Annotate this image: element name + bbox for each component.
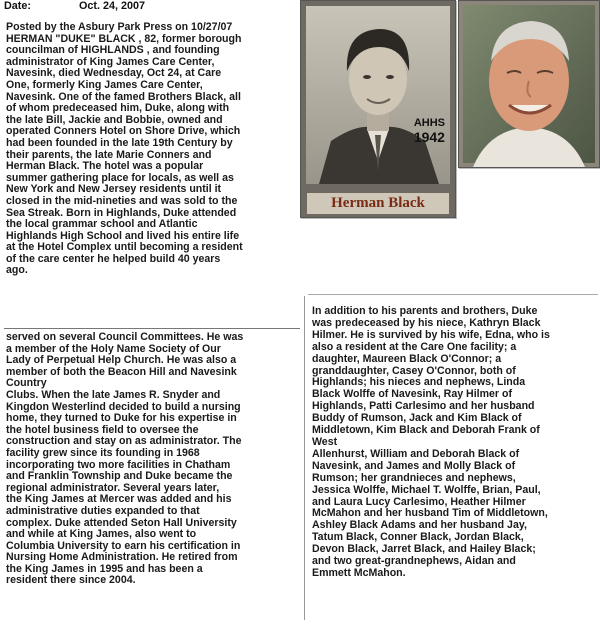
- text-line: complex. Duke attended Seton Hall University: [6, 516, 237, 529]
- text-line: Rumson; her grandnieces and nephews,: [312, 471, 516, 484]
- text-line: Jessica Wolffe, Michael T. Wolffe, Brian, Paul,: [312, 483, 541, 496]
- text-line: Navesink. One of the famed Brothers Black, all: [6, 90, 241, 103]
- text-line: Hilmer. He is survived by his wife, Edna, who is: [312, 328, 550, 341]
- text-line: had been founded in the late 19th Century by: [6, 136, 233, 149]
- text-line: their parents, the late Marie Conners and: [6, 148, 212, 161]
- text-line: of whom predeceased him, Duke, along with: [6, 102, 230, 115]
- section-divider: [308, 294, 598, 295]
- text-line: the hotel business field to oversee the: [6, 423, 199, 436]
- text-line: Tatum Black, Conner Black, Jordan Black,: [312, 531, 524, 544]
- photo-young-frame: [300, 0, 456, 218]
- text-line: served on several Council Committees. He was: [6, 331, 244, 343]
- date-value: Oct. 24, 2007: [79, 0, 146, 12]
- obituary-intro-text: [6, 22, 306, 277]
- text-line: administrative duties expanded to that: [6, 504, 200, 517]
- column-divider: [304, 296, 305, 620]
- text-line: summer gathering place for locals, as well as: [6, 171, 234, 184]
- date-label: Date:: [4, 0, 31, 12]
- text-line: Herman Black. The hotel was a popular: [6, 160, 204, 173]
- text-line: Country: [6, 377, 47, 390]
- obituary-career-text: [6, 332, 302, 587]
- text-line: daughter, Maureen Black O'Connor; a: [312, 352, 502, 365]
- text-line: Middletown, Kim Black and Deborah Frank of: [312, 424, 540, 437]
- obituary-header: [4, 0, 145, 12]
- text-line: the local grammar school and Atlantic: [6, 218, 198, 231]
- text-line: Buddy of Rumson, Jack and Kim Black of: [312, 412, 522, 425]
- text-line: operated Conners Hotel on Shore Drive, which: [6, 125, 241, 138]
- text-line: Lady of Perpetual Help Church. He was also a: [6, 354, 237, 367]
- text-line: Highlands, Patti Carlesimo and her husband: [312, 400, 535, 413]
- text-line: and two great-grandnephews, Aidan and: [312, 555, 516, 568]
- text-line: the King James at Mercer was added and his: [6, 493, 232, 506]
- text-line: the late Bill, Jackie and Bobbie, owned and: [6, 113, 223, 126]
- portrait-older-image: [459, 1, 599, 167]
- ahhs-year: 1942: [413, 129, 445, 145]
- text-line: Kingdon Westerlind decided to build a nursing: [6, 400, 241, 413]
- text-line: facility grew since its founding in 1968: [6, 446, 200, 459]
- photo-older-frame: [458, 0, 600, 168]
- text-line: resident there since 2004.: [6, 574, 136, 587]
- text-line: councilman of HIGHLANDS , and founding: [6, 44, 220, 57]
- text-line: Highlands High School and lived his entire life: [6, 229, 240, 242]
- text-line: the King James in 1995 and has been a: [6, 562, 203, 575]
- text-line: at the Hotel Complex until becoming a resident: [6, 241, 243, 254]
- text-line: regional administrator. Several years later,: [6, 481, 220, 494]
- text-line: ago.: [6, 264, 28, 277]
- text-line: home, they turned to Duke for his expertise in: [6, 412, 237, 425]
- text-line: was predeceased by his niece, Kathryn Black: [312, 316, 541, 329]
- text-line: McMahon and her husband Tim of Middletown,: [312, 507, 548, 520]
- text-line: Black Wolffe of Navesink, Ray Hilmer of: [312, 388, 512, 401]
- text-line: Posted by the Asbury Park Press on 10/27/07: [6, 21, 233, 33]
- text-line: Emmett McMahon.: [312, 566, 406, 579]
- obituary-survivors-text: [312, 306, 598, 580]
- text-line: closed in the mid-nineties and was sold to the: [6, 194, 238, 207]
- text-line: In addition to his parents and brothers, Duke: [312, 305, 538, 317]
- text-line: Clubs. When the late James R. Snyder and: [6, 388, 221, 401]
- text-line: Navesink, died Wednesday, Oct 24, at Care: [6, 67, 222, 80]
- text-line: administrator of King James Care Center,: [6, 55, 215, 68]
- text-line: Nursing Home Administration. He retired from: [6, 551, 238, 564]
- ahhs-tag: [414, 117, 445, 145]
- text-line: incorporating two more facilities in Chatham: [6, 458, 231, 471]
- text-line: also a resident at the Care One facility; a: [312, 340, 517, 353]
- text-line: and Laura Lucy Carlesimo, Heather Hilmer: [312, 495, 526, 508]
- text-line: member of both the Beacon Hill and Navesink: [6, 365, 237, 378]
- text-line: West: [312, 435, 338, 448]
- text-line: HERMAN "DUKE" BLACK , 82, former borough: [6, 32, 242, 45]
- text-line: One, formerly King James Care Center,: [6, 78, 203, 91]
- text-line: Highlands; his nieces and nephews, Linda: [312, 376, 526, 389]
- text-line: granddaughter, Casey O'Connor, both of: [312, 364, 516, 377]
- text-line: and while at King James, also went to: [6, 528, 197, 541]
- text-line: construction and stay on as administrator. The: [6, 435, 242, 448]
- text-line: Navesink, and James and Molly Black of: [312, 459, 516, 472]
- text-line: New York and New Jersey residents until it: [6, 183, 222, 196]
- text-line: Allenhurst, William and Deborah Black of: [312, 447, 520, 460]
- text-line: and Franklin Township and Duke became the: [6, 470, 233, 483]
- section-divider: [4, 328, 300, 329]
- text-line: Ashley Black Adams and her husband Jay,: [312, 519, 527, 532]
- text-line: Columbia University to earn his certification in: [6, 539, 241, 552]
- text-line: Devon Black, Jarret Black, and Hailey Black;: [312, 543, 536, 556]
- portrait-young-image: [301, 1, 455, 187]
- text-line: Sea Streak. Born in Highlands, Duke attended: [6, 206, 237, 219]
- text-line: of the care center he helped build 40 years: [6, 252, 221, 265]
- ahhs-school: AHHS: [413, 117, 445, 129]
- text-line: a member of the Holy Name Society of Our: [6, 342, 221, 355]
- photo-caption: Herman Black: [307, 193, 449, 214]
